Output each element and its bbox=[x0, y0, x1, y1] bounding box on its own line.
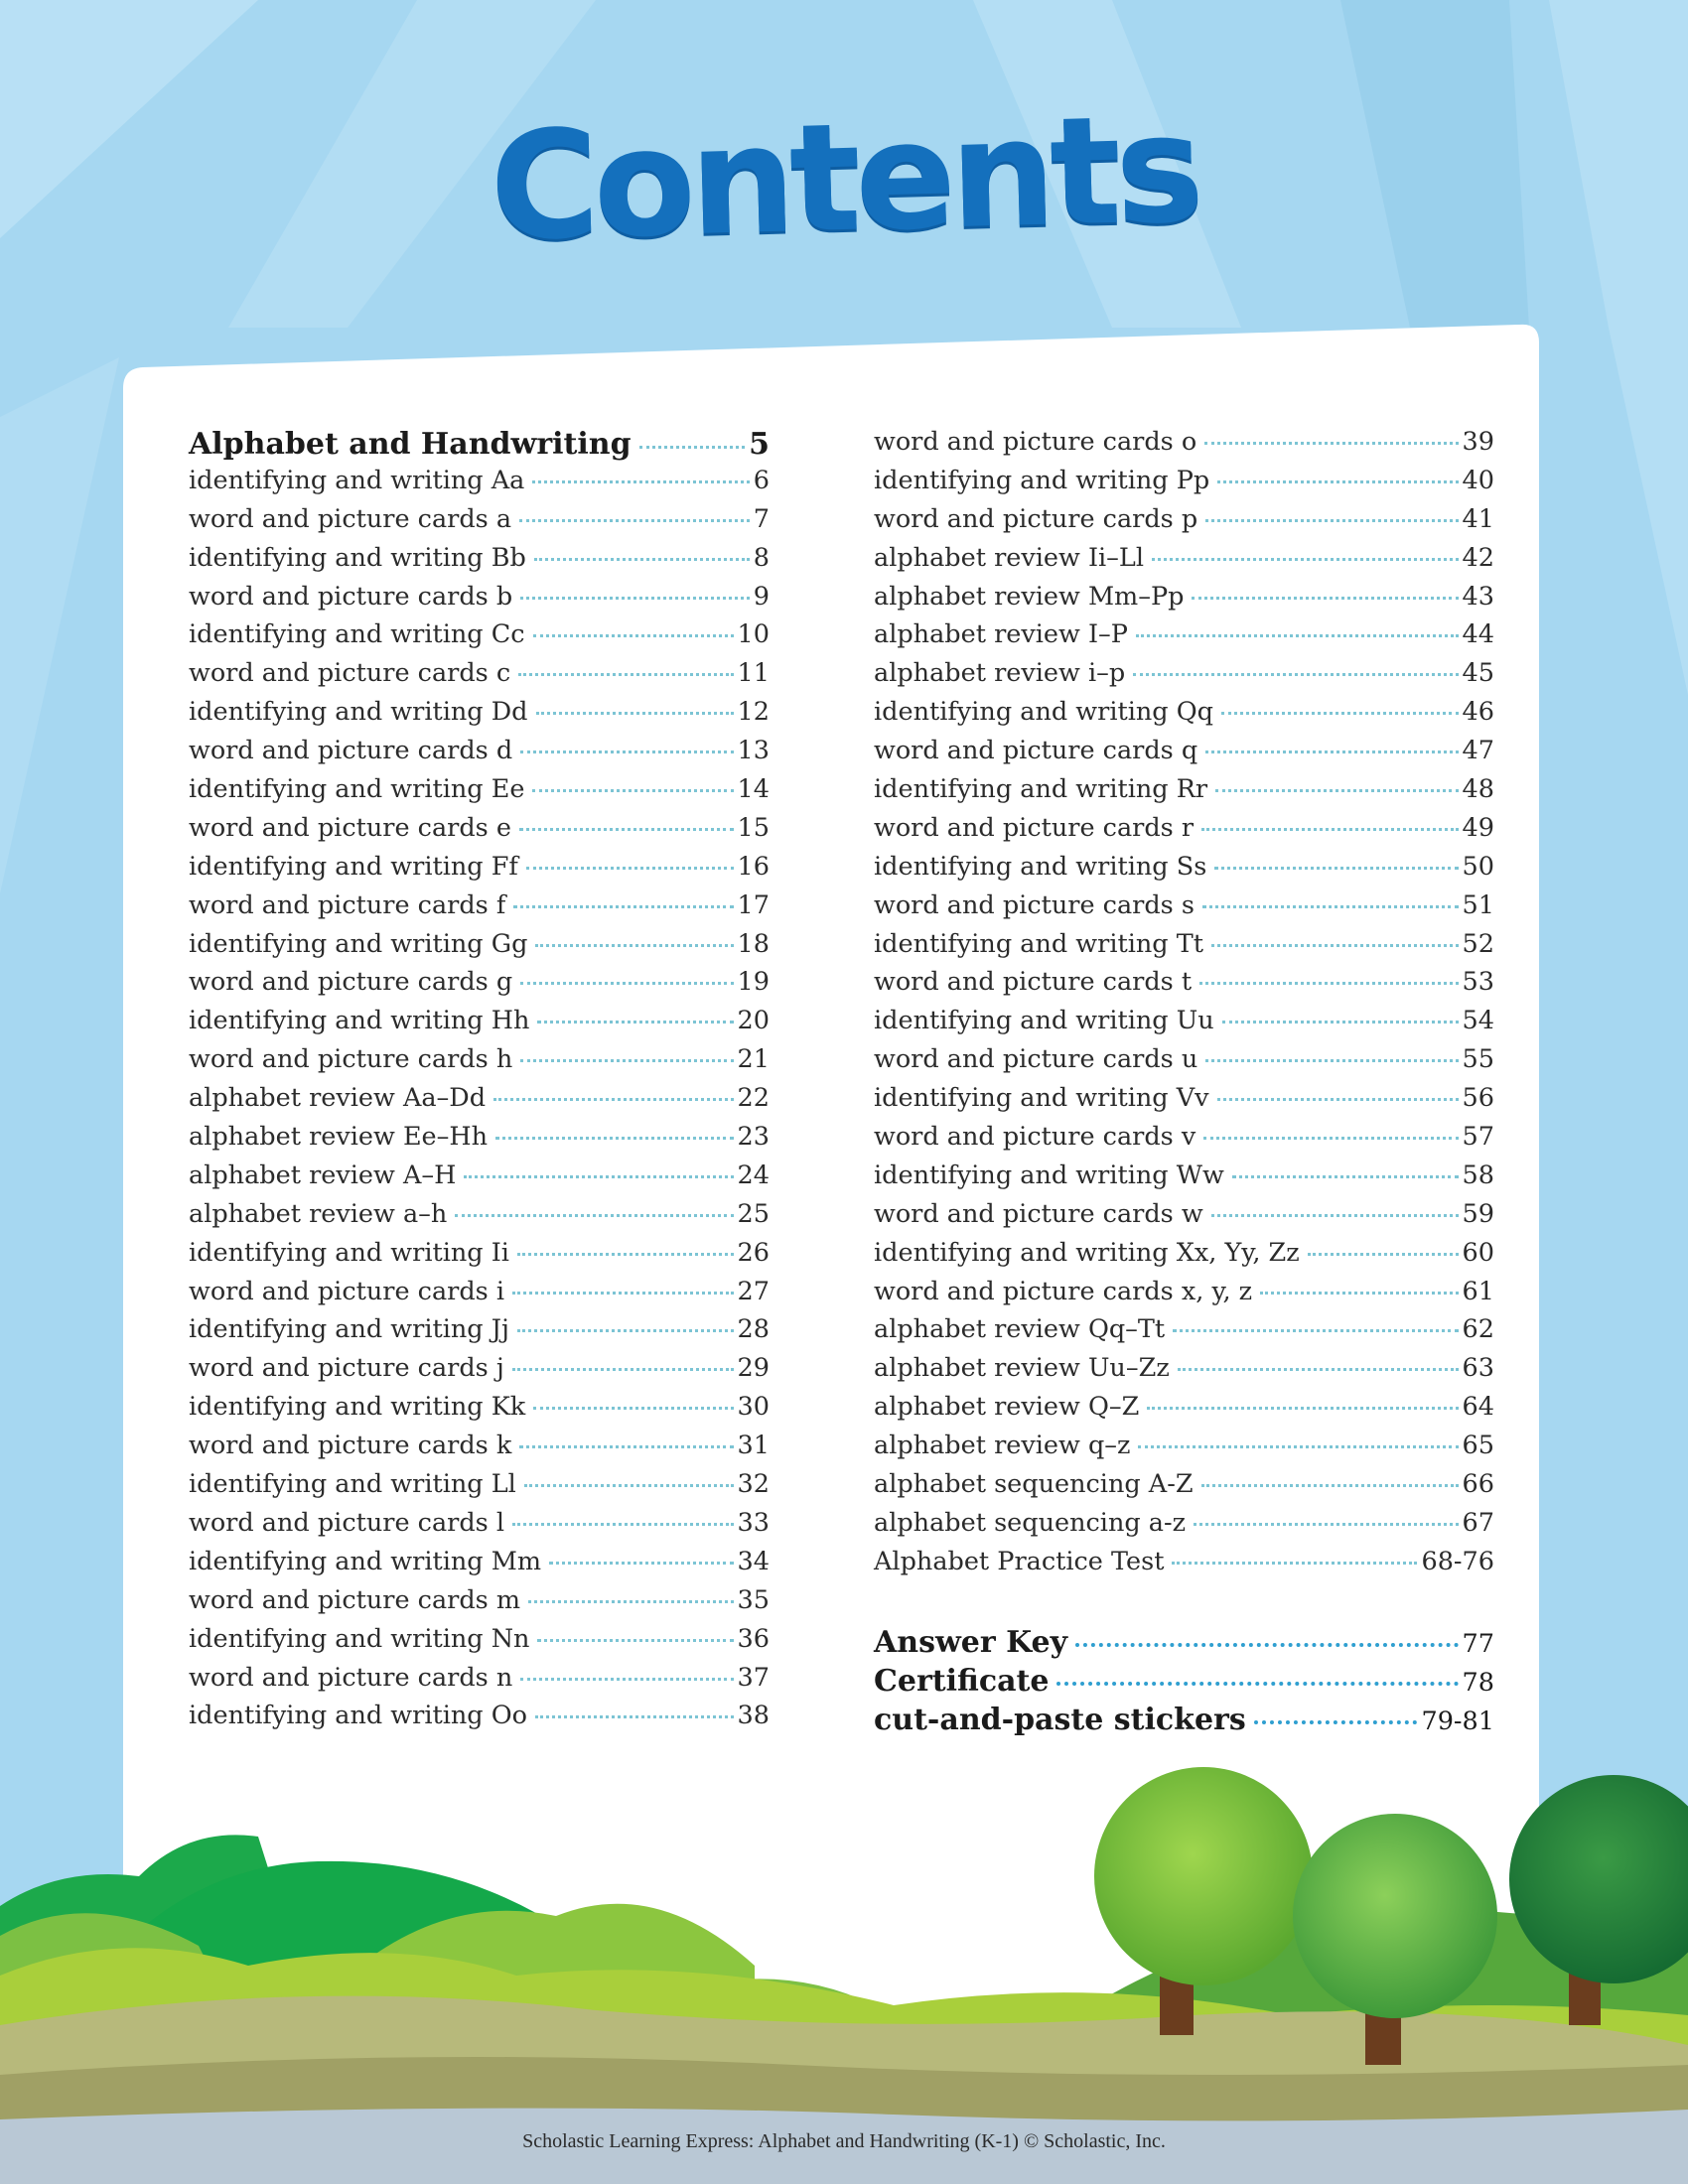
dot-leader bbox=[1254, 1720, 1418, 1724]
toc-entry-label: word and picture cards w bbox=[874, 1198, 1203, 1229]
toc-entry-label: alphabet sequencing A-Z bbox=[874, 1469, 1194, 1500]
toc-entry-label: word and picture cards k bbox=[189, 1431, 512, 1461]
toc-entry bbox=[189, 774, 770, 813]
dot-leader bbox=[535, 1715, 734, 1718]
dot-leader bbox=[455, 1214, 733, 1217]
toc-entry bbox=[189, 1431, 770, 1469]
dot-leader bbox=[536, 712, 734, 715]
page-title: Contents bbox=[488, 82, 1200, 275]
dot-leader bbox=[1202, 905, 1459, 908]
toc-entry bbox=[189, 427, 770, 466]
toc-entry-page: 53 bbox=[1462, 967, 1494, 998]
toc-entry bbox=[874, 1314, 1494, 1353]
dot-leader bbox=[519, 519, 750, 522]
toc-entry-page: 36 bbox=[737, 1623, 770, 1654]
landscape-illustration bbox=[0, 1767, 1688, 2184]
toc-entry-page: 77 bbox=[1462, 1628, 1494, 1659]
toc-entry-page: 47 bbox=[1462, 736, 1494, 766]
toc-entry-label: alphabet review q–z bbox=[874, 1431, 1131, 1461]
toc-entry-label: identifying and writing Ll bbox=[189, 1469, 516, 1500]
dot-leader bbox=[535, 944, 733, 947]
toc-entry-label: alphabet review Q–Z bbox=[874, 1392, 1140, 1423]
toc-entry-page: 33 bbox=[737, 1507, 770, 1538]
toc-entry-label: identifying and writing Jj bbox=[189, 1314, 509, 1345]
toc-entry-label: word and picture cards r bbox=[874, 812, 1195, 843]
toc-entry-label: word and picture cards m bbox=[189, 1584, 521, 1615]
toc-entry-page: 63 bbox=[1462, 1353, 1494, 1384]
toc-entry bbox=[874, 619, 1494, 658]
toc-entry-label: identifying and writing Ww bbox=[874, 1160, 1224, 1190]
dot-leader bbox=[1232, 1175, 1459, 1178]
dot-leader bbox=[1136, 634, 1459, 637]
dot-leader bbox=[533, 634, 734, 637]
dot-leader bbox=[1056, 1682, 1458, 1686]
toc-entry-page: 30 bbox=[737, 1392, 770, 1423]
toc-entry bbox=[189, 1277, 770, 1315]
toc-entry bbox=[874, 1353, 1494, 1392]
toc-entry-label: word and picture cards s bbox=[874, 889, 1195, 920]
dot-leader bbox=[532, 480, 749, 483]
dot-leader bbox=[512, 1523, 734, 1526]
toc-entry-label: word and picture cards u bbox=[874, 1044, 1198, 1075]
toc-entry bbox=[189, 697, 770, 736]
toc-entry bbox=[874, 658, 1494, 697]
dot-leader bbox=[1217, 1098, 1459, 1101]
dot-leader bbox=[1172, 1562, 1417, 1565]
toc-entry-page: 79-81 bbox=[1421, 1706, 1494, 1736]
toc-entry-page: 64 bbox=[1462, 1392, 1494, 1423]
toc-entry bbox=[189, 466, 770, 504]
toc-entry-label: word and picture cards t bbox=[874, 967, 1193, 998]
toc-entry bbox=[874, 1006, 1494, 1044]
toc-entry-page: 37 bbox=[737, 1662, 770, 1693]
toc-entry bbox=[189, 1469, 770, 1508]
dot-leader bbox=[520, 751, 733, 753]
toc-entry bbox=[874, 504, 1494, 543]
toc-entry bbox=[874, 967, 1494, 1006]
toc-right-column bbox=[874, 427, 1494, 1740]
toc-entry bbox=[874, 1277, 1494, 1315]
toc-entry-label: alphabet review Qq–Tt bbox=[874, 1314, 1166, 1345]
toc-entry-page: 18 bbox=[737, 928, 770, 959]
toc-entry-label: identifying and writing Cc bbox=[189, 619, 525, 650]
dot-leader bbox=[1214, 867, 1458, 870]
toc-entry-label: word and picture cards d bbox=[189, 736, 513, 766]
dot-leader bbox=[1199, 982, 1458, 985]
dot-leader bbox=[1217, 480, 1458, 483]
toc-entry-label: identifying and writing Ii bbox=[189, 1237, 509, 1268]
toc-entry-page: 66 bbox=[1462, 1469, 1494, 1500]
toc-entry-page: 68-76 bbox=[1421, 1546, 1494, 1576]
dot-leader bbox=[464, 1175, 733, 1178]
toc-entry-label: word and picture cards c bbox=[189, 658, 511, 689]
toc-entry-page: 28 bbox=[737, 1314, 770, 1345]
toc-entry bbox=[189, 890, 770, 929]
toc-entry bbox=[189, 1160, 770, 1199]
toc-entry-page: 7 bbox=[753, 503, 770, 534]
toc-left-column bbox=[189, 427, 770, 1739]
toc-entry-label: word and picture cards o bbox=[874, 427, 1197, 457]
dot-leader bbox=[1205, 1059, 1458, 1062]
toc-entry-label: word and picture cards h bbox=[189, 1044, 513, 1075]
toc-entry-page: 49 bbox=[1462, 812, 1494, 843]
toc-entry-label: word and picture cards n bbox=[189, 1662, 513, 1693]
toc-entry-label: identifying and writing Rr bbox=[874, 774, 1208, 805]
toc-entry-page: 35 bbox=[737, 1584, 770, 1615]
toc-entry-label: identifying and writing Nn bbox=[189, 1623, 530, 1654]
toc-entry-page: 67 bbox=[1462, 1507, 1494, 1538]
dot-leader bbox=[520, 1678, 733, 1681]
toc-entry-page: 46 bbox=[1462, 697, 1494, 728]
dot-leader bbox=[1260, 1292, 1458, 1295]
toc-entry bbox=[874, 1625, 1494, 1664]
toc-entry-page: 8 bbox=[753, 542, 770, 573]
toc-entry-label: alphabet review Ee–Hh bbox=[189, 1122, 489, 1153]
toc-entry-label: word and picture cards x, y, z bbox=[874, 1276, 1253, 1306]
dot-leader bbox=[1222, 1021, 1459, 1024]
toc-entry bbox=[874, 1431, 1494, 1469]
toc-entry-page: 60 bbox=[1462, 1237, 1494, 1268]
dot-leader bbox=[533, 1407, 733, 1410]
toc-entry-page: 51 bbox=[1462, 889, 1494, 920]
toc-entry-page: 45 bbox=[1462, 658, 1494, 689]
dot-leader bbox=[1138, 1445, 1458, 1448]
toc-entry-page: 54 bbox=[1462, 1006, 1494, 1036]
dot-leader bbox=[520, 1059, 733, 1062]
toc-entry-label: Alphabet Practice Test bbox=[874, 1546, 1165, 1576]
toc-entry-page: 38 bbox=[737, 1701, 770, 1731]
dot-leader bbox=[1205, 519, 1458, 522]
toc-entry bbox=[189, 582, 770, 620]
toc-entry-page: 27 bbox=[737, 1276, 770, 1306]
toc-entry-page: 44 bbox=[1462, 619, 1494, 650]
dot-leader bbox=[1192, 597, 1458, 600]
toc-entry-page: 39 bbox=[1462, 427, 1494, 457]
dot-leader bbox=[1221, 712, 1459, 715]
toc-entry-label: identifying and writing Oo bbox=[189, 1701, 527, 1731]
toc-entry-page: 41 bbox=[1462, 503, 1494, 534]
toc-entry bbox=[874, 582, 1494, 620]
toc-entry bbox=[189, 1392, 770, 1431]
toc-entry bbox=[189, 1122, 770, 1160]
toc-entry-label: identifying and writing Gg bbox=[189, 928, 528, 959]
toc-entry-label: identifying and writing Dd bbox=[189, 697, 528, 728]
toc-entry-page: 65 bbox=[1462, 1431, 1494, 1461]
toc-entry-page: 50 bbox=[1462, 851, 1494, 882]
toc-entry-page: 24 bbox=[737, 1160, 770, 1190]
dot-leader bbox=[1204, 442, 1458, 445]
trees bbox=[1094, 1767, 1688, 2065]
toc-entry-label: identifying and writing Xx, Yy, Zz bbox=[874, 1237, 1300, 1268]
toc-entry-page: 31 bbox=[737, 1431, 770, 1461]
toc-entry bbox=[189, 1044, 770, 1083]
toc-entry bbox=[874, 736, 1494, 774]
dot-leader bbox=[520, 597, 750, 600]
toc-entry bbox=[189, 1353, 770, 1392]
toc-entry-page: 25 bbox=[737, 1198, 770, 1229]
toc-entry-page: 12 bbox=[737, 697, 770, 728]
toc-entry-page: 40 bbox=[1462, 465, 1494, 495]
toc-entry-label: word and picture cards j bbox=[189, 1353, 504, 1384]
toc-entry-page: 21 bbox=[737, 1044, 770, 1075]
toc-entry-page: 6 bbox=[753, 465, 770, 495]
toc-entry-label: identifying and writing Vv bbox=[874, 1083, 1209, 1114]
dot-leader bbox=[518, 673, 733, 676]
toc-entry-label: Certificate bbox=[874, 1663, 1050, 1699]
toc-entry bbox=[189, 1199, 770, 1238]
toc-entry-page: 78 bbox=[1462, 1667, 1494, 1698]
dot-leader bbox=[519, 828, 734, 831]
toc-entry bbox=[189, 1663, 770, 1702]
toc-entry bbox=[189, 543, 770, 582]
toc-entry-label: Answer Key bbox=[874, 1624, 1068, 1660]
toc-entry bbox=[189, 967, 770, 1006]
dot-leader bbox=[639, 446, 746, 449]
toc-entry bbox=[874, 427, 1494, 466]
toc-entry bbox=[874, 1044, 1494, 1083]
dot-leader bbox=[513, 905, 733, 908]
toc-entry-page: 9 bbox=[753, 581, 770, 612]
copyright-footer: Scholastic Learning Express: Alphabet and Handwriting (K-1) © Scholastic, Inc. bbox=[522, 2130, 1166, 2152]
toc-entry-page: 10 bbox=[737, 619, 770, 650]
toc-entry bbox=[874, 774, 1494, 813]
dot-leader bbox=[528, 1600, 734, 1603]
toc-entry-label: word and picture cards v bbox=[874, 1122, 1196, 1153]
dot-leader bbox=[549, 1562, 734, 1565]
toc-entry bbox=[189, 658, 770, 697]
dot-leader bbox=[526, 867, 734, 870]
toc-entry-label: identifying and writing Ee bbox=[189, 774, 525, 805]
dot-leader bbox=[1147, 1407, 1458, 1410]
toc-entry bbox=[189, 619, 770, 658]
toc-entry bbox=[189, 813, 770, 852]
toc-entry-label: word and picture cards f bbox=[189, 889, 506, 920]
dot-leader bbox=[1201, 1484, 1459, 1487]
toc-entry bbox=[874, 1508, 1494, 1547]
toc-entry-label: word and picture cards l bbox=[189, 1507, 505, 1538]
toc-entry-page: 29 bbox=[737, 1353, 770, 1384]
toc-entry-label: identifying and writing Uu bbox=[874, 1006, 1214, 1036]
toc-entry bbox=[189, 1006, 770, 1044]
toc-entry-page: 52 bbox=[1462, 928, 1494, 959]
dot-leader bbox=[512, 1292, 734, 1295]
toc-entry bbox=[874, 1238, 1494, 1277]
dot-leader bbox=[1211, 944, 1459, 947]
dot-leader bbox=[1178, 1368, 1459, 1371]
toc-entry bbox=[874, 1547, 1494, 1585]
toc-entry-label: alphabet sequencing a-z bbox=[874, 1507, 1187, 1538]
dot-leader bbox=[1308, 1253, 1459, 1256]
toc-entry-page: 62 bbox=[1462, 1314, 1494, 1345]
toc-entry-label: cut-and-paste stickers bbox=[874, 1702, 1246, 1737]
toc-entry bbox=[189, 1238, 770, 1277]
toc-entry-label: alphabet review A–H bbox=[189, 1160, 457, 1190]
toc-entry-label: alphabet review a–h bbox=[189, 1198, 448, 1229]
toc-entry-label: alphabet review i–p bbox=[874, 658, 1126, 689]
toc-entry-page: 58 bbox=[1462, 1160, 1494, 1190]
toc-entry-page: 42 bbox=[1462, 542, 1494, 573]
toc-entry-page: 43 bbox=[1462, 581, 1494, 612]
dot-leader bbox=[1194, 1523, 1458, 1526]
toc-entry-page: 26 bbox=[737, 1237, 770, 1268]
toc-entry-page: 14 bbox=[737, 774, 770, 805]
toc-entry-page: 17 bbox=[737, 889, 770, 920]
toc-entry-label: identifying and writing Pp bbox=[874, 465, 1210, 495]
dot-leader bbox=[1205, 751, 1458, 753]
toc-entry-page: 48 bbox=[1462, 774, 1494, 805]
toc-entry bbox=[874, 1703, 1494, 1741]
toc-entry bbox=[189, 1547, 770, 1585]
toc-entry bbox=[874, 1083, 1494, 1122]
dot-leader bbox=[517, 1329, 734, 1332]
toc-entry bbox=[874, 543, 1494, 582]
dot-leader bbox=[517, 1253, 734, 1256]
toc-entry-label: word and picture cards q bbox=[874, 736, 1198, 766]
toc-entry-page: 32 bbox=[737, 1469, 770, 1500]
toc-entry bbox=[189, 504, 770, 543]
toc-entry-page: 15 bbox=[737, 812, 770, 843]
toc-entry bbox=[189, 1083, 770, 1122]
toc-entry-label: identifying and writing Qq bbox=[874, 697, 1213, 728]
toc-entry bbox=[874, 466, 1494, 504]
toc-entry bbox=[874, 1469, 1494, 1508]
dot-leader bbox=[1075, 1643, 1458, 1647]
toc-entry-label: word and picture cards e bbox=[189, 812, 511, 843]
dot-leader bbox=[534, 558, 750, 561]
toc-entry-label: Alphabet and Handwriting bbox=[189, 427, 632, 462]
toc-entry-page: 11 bbox=[737, 658, 770, 689]
toc-entry-label: alphabet review Aa–Dd bbox=[189, 1083, 487, 1114]
dot-leader bbox=[1133, 673, 1458, 676]
toc-entry-page: 34 bbox=[737, 1546, 770, 1576]
toc-entry bbox=[189, 1314, 770, 1353]
toc-entry bbox=[189, 929, 770, 968]
toc-entry bbox=[189, 736, 770, 774]
toc-entry-label: word and picture cards i bbox=[189, 1276, 505, 1306]
dot-leader bbox=[537, 1021, 733, 1024]
toc-entry bbox=[874, 890, 1494, 929]
toc-entry bbox=[189, 1701, 770, 1739]
dot-leader bbox=[524, 1484, 734, 1487]
toc-entry-page: 19 bbox=[737, 967, 770, 998]
toc-entry-label: alphabet review Ii–Ll bbox=[874, 542, 1145, 573]
toc-entry bbox=[189, 1624, 770, 1663]
toc-entry bbox=[874, 1392, 1494, 1431]
toc-entry-label: identifying and writing Tt bbox=[874, 928, 1203, 959]
toc-entry-label: identifying and writing Bb bbox=[189, 542, 526, 573]
toc-entry-page: 61 bbox=[1462, 1276, 1494, 1306]
toc-entry-page: 16 bbox=[737, 851, 770, 882]
toc-entry-label: identifying and writing Ff bbox=[189, 851, 518, 882]
toc-entry bbox=[189, 852, 770, 890]
toc-entry bbox=[189, 1508, 770, 1547]
toc-entry-label: alphabet review Uu–Zz bbox=[874, 1353, 1170, 1384]
toc-entry bbox=[874, 813, 1494, 852]
toc-entry-page: 55 bbox=[1462, 1044, 1494, 1075]
toc-entry-label: word and picture cards a bbox=[189, 503, 512, 534]
toc-entry bbox=[874, 929, 1494, 968]
toc-entry bbox=[874, 1160, 1494, 1199]
toc-entry-label: identifying and writing Mm bbox=[189, 1546, 542, 1576]
dot-leader bbox=[520, 982, 733, 985]
toc-entry bbox=[874, 1664, 1494, 1703]
toc-entry bbox=[874, 852, 1494, 890]
toc-entry-page: 22 bbox=[737, 1083, 770, 1114]
toc-entry-page: 13 bbox=[737, 736, 770, 766]
toc-entry-label: alphabet review Mm–Pp bbox=[874, 581, 1185, 612]
toc-entry bbox=[874, 697, 1494, 736]
toc-entry-page: 57 bbox=[1462, 1122, 1494, 1153]
dot-leader bbox=[1211, 1214, 1459, 1217]
dot-leader bbox=[1152, 558, 1459, 561]
toc-entry-label: identifying and writing Ss bbox=[874, 851, 1207, 882]
toc-entry-page: 23 bbox=[737, 1122, 770, 1153]
toc-entry-label: word and picture cards g bbox=[189, 967, 513, 998]
toc-entry-label: alphabet review I–P bbox=[874, 619, 1128, 650]
toc-entry-label: word and picture cards p bbox=[874, 503, 1198, 534]
toc-entry-page: 5 bbox=[749, 427, 770, 462]
dot-leader bbox=[1203, 1137, 1458, 1140]
toc-entry-label: identifying and writing Kk bbox=[189, 1392, 526, 1423]
toc-entry-page: 56 bbox=[1462, 1083, 1494, 1114]
toc-entry bbox=[874, 1122, 1494, 1160]
dot-leader bbox=[537, 1639, 733, 1642]
toc-entry-label: identifying and writing Hh bbox=[189, 1006, 530, 1036]
dot-leader bbox=[1201, 828, 1458, 831]
dot-leader bbox=[1173, 1329, 1458, 1332]
toc-entry-page: 20 bbox=[737, 1006, 770, 1036]
dot-leader bbox=[493, 1098, 733, 1101]
dot-leader bbox=[495, 1137, 733, 1140]
toc-entry-label: identifying and writing Aa bbox=[189, 465, 525, 495]
dot-leader bbox=[1215, 789, 1458, 792]
dot-leader bbox=[512, 1368, 734, 1371]
toc-entry bbox=[874, 1199, 1494, 1238]
dot-leader bbox=[532, 789, 733, 792]
dot-leader bbox=[519, 1445, 733, 1448]
toc-entry bbox=[189, 1585, 770, 1624]
toc-entry-page: 59 bbox=[1462, 1198, 1494, 1229]
toc-entry-label: word and picture cards b bbox=[189, 581, 513, 612]
section-spacer bbox=[874, 1585, 1494, 1625]
